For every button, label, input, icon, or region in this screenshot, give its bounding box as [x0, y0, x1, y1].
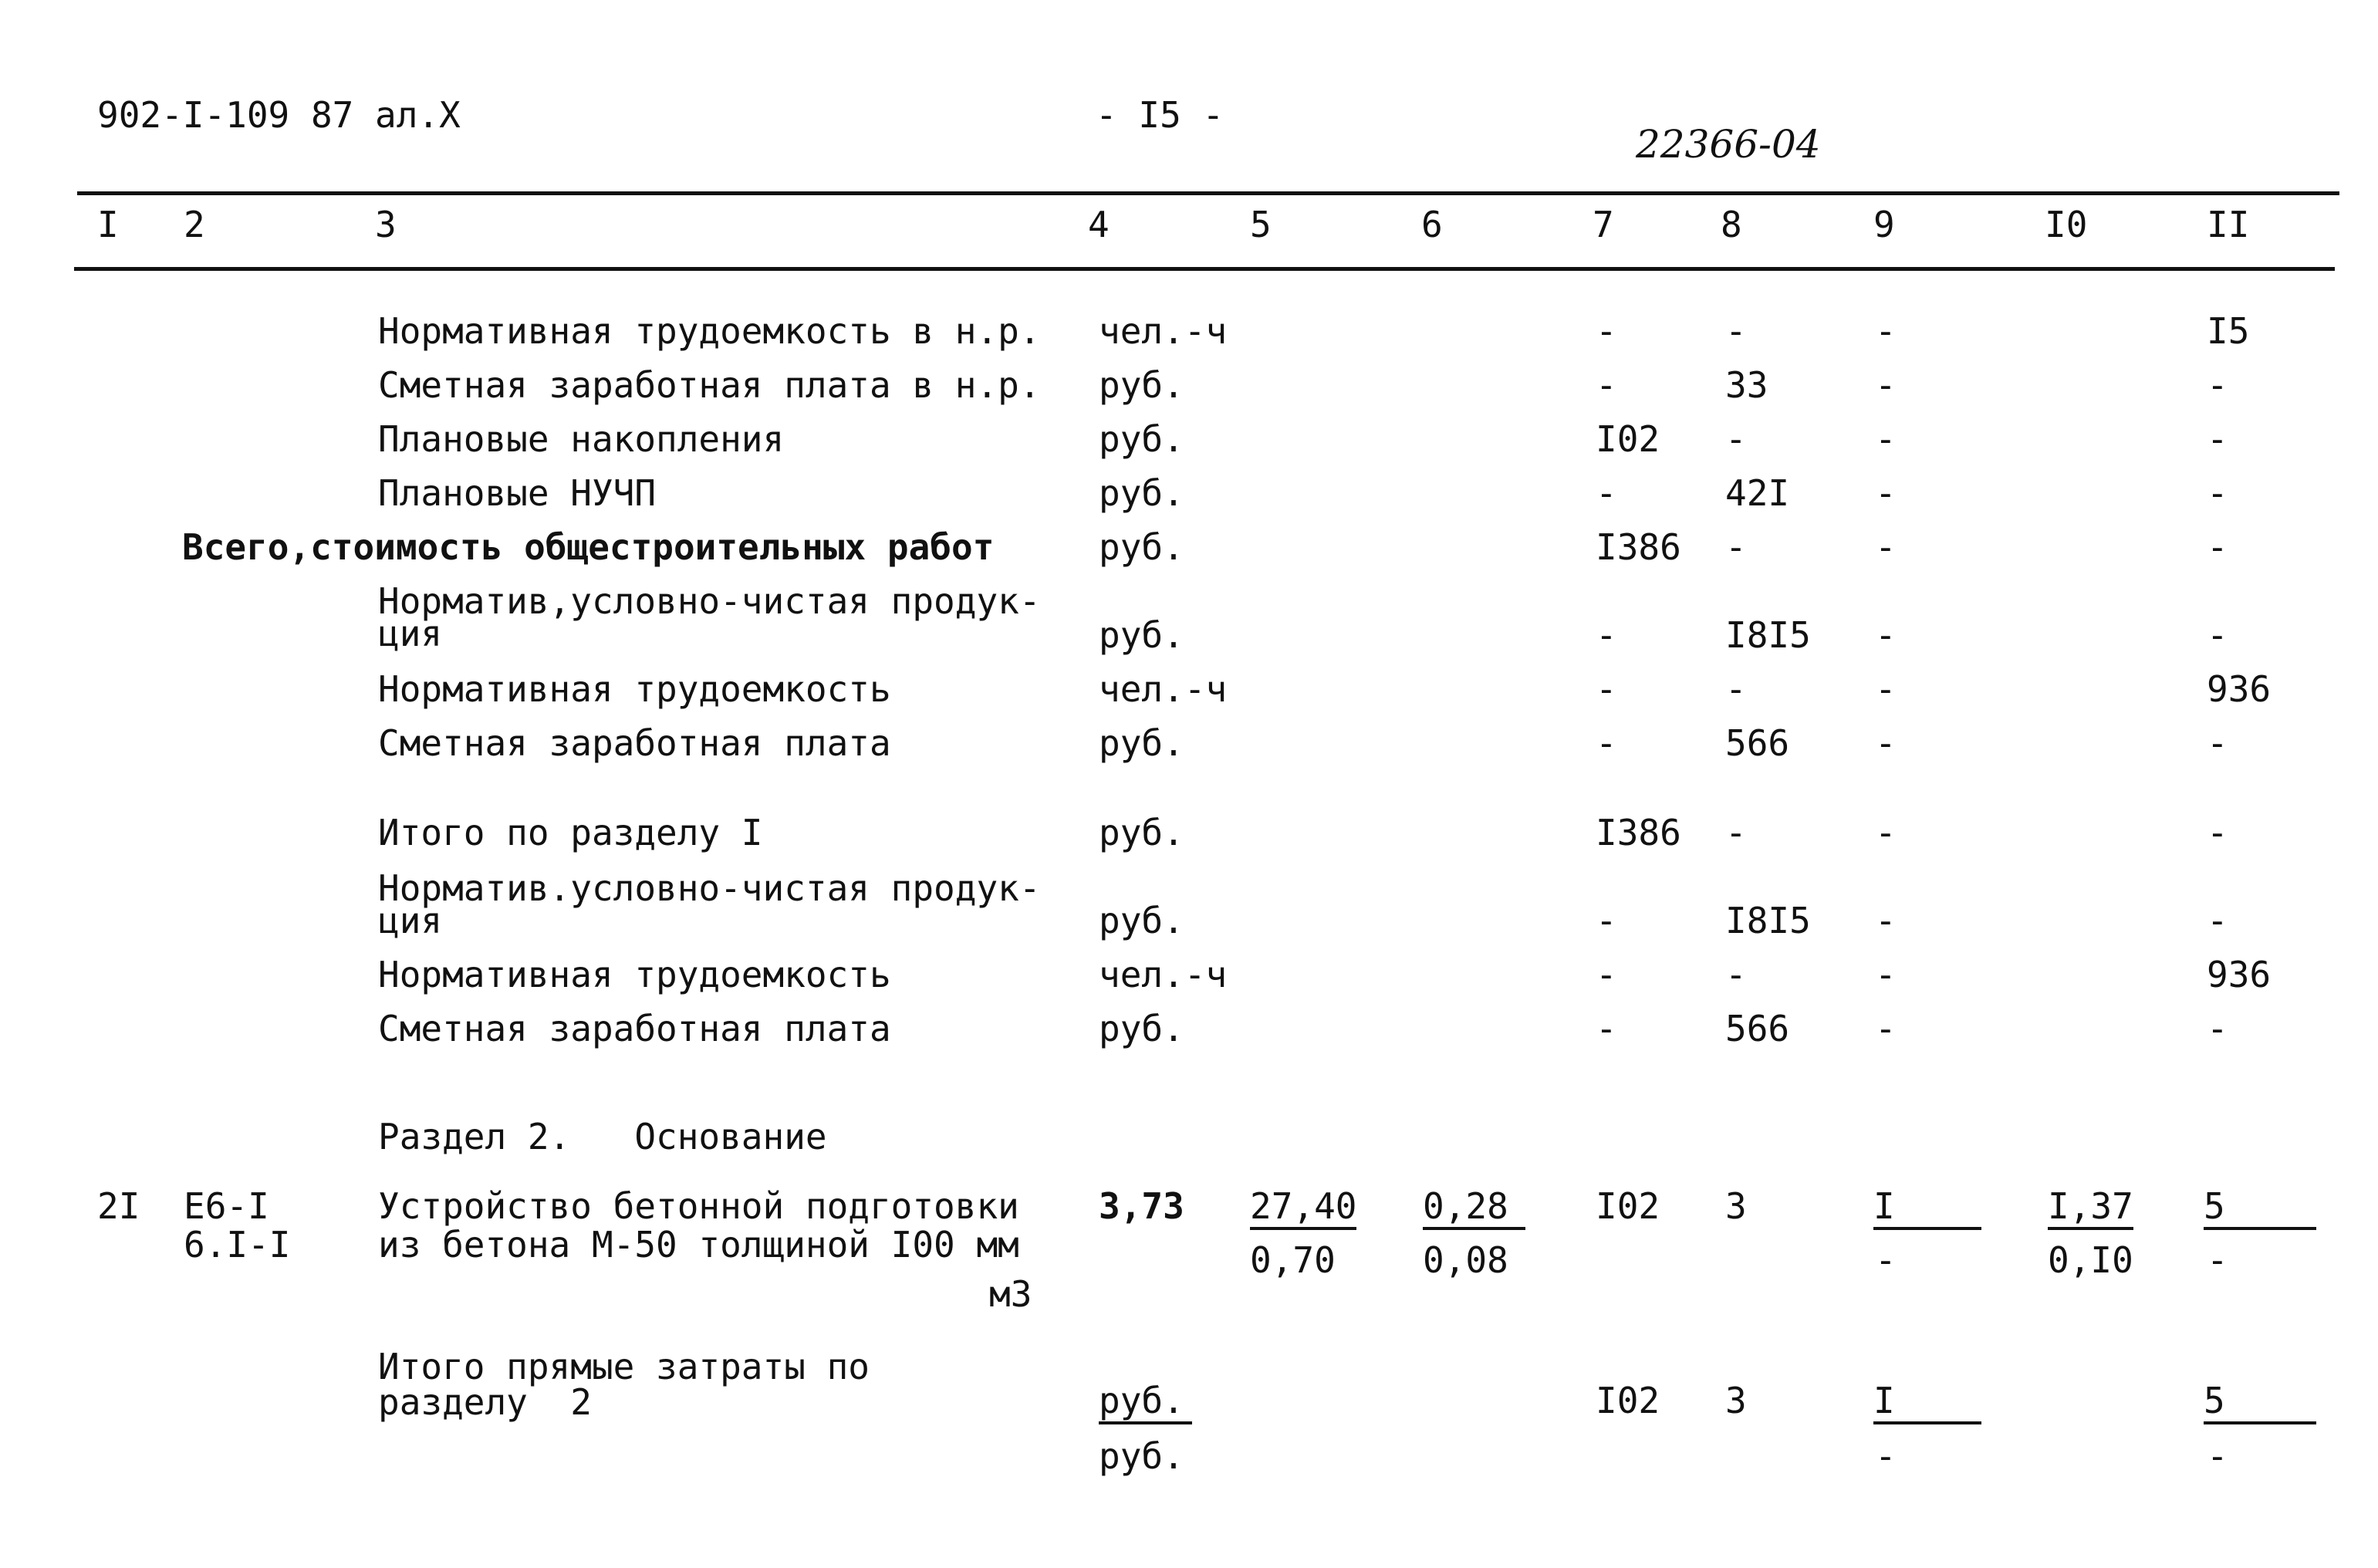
col-header-7: 7 [1593, 204, 1614, 245]
cell-col7: - [1596, 668, 1617, 710]
item-quantity: 3,73 [1099, 1185, 1184, 1227]
row-name: Нормативная трудоемкость [378, 954, 891, 995]
item-measure: м3 [989, 1273, 1032, 1315]
cell-col6-top: 0,28 [1423, 1188, 1525, 1230]
cell-col8: 33 [1725, 364, 1768, 406]
row-name-line1: Итого прямые затраты по [378, 1346, 870, 1387]
col-header-9: 9 [1873, 204, 1895, 245]
cell-col7: I02 [1596, 1185, 1660, 1227]
cell-col9: - [1875, 1008, 1897, 1049]
cell-col7: - [1596, 614, 1617, 656]
cell-col7: - [1596, 310, 1617, 352]
cell-col9: - [1875, 954, 1897, 995]
row-unit: чел.-ч [1099, 668, 1228, 710]
cell-col9: - [1875, 418, 1897, 460]
cell-col9: - [1875, 900, 1897, 941]
cell-col11-top: 5 [2204, 1383, 2316, 1424]
row-unit: руб. [1099, 1008, 1184, 1049]
cell-col11: - [2207, 1008, 2228, 1049]
cell-col7: - [1596, 364, 1617, 406]
cell-col9: - [1875, 614, 1897, 656]
cell-col7: I386 [1596, 812, 1681, 853]
cell-col11: - [2207, 364, 2228, 406]
table-header-rule [74, 267, 2335, 271]
col-header-10: I0 [2045, 204, 2088, 245]
col-header-5: 5 [1250, 204, 1272, 245]
cell-col11: - [2207, 900, 2228, 941]
cell-col9: - [1875, 472, 1897, 514]
row-unit: руб. [1099, 614, 1184, 656]
row-unit: руб. [1099, 526, 1184, 568]
cell-col8: - [1725, 526, 1747, 568]
row-unit: руб. [1099, 472, 1184, 514]
cell-col11-bottom: - [2207, 1239, 2228, 1281]
cell-col7: - [1596, 954, 1617, 995]
cell-col8: 3 [1725, 1185, 1747, 1227]
cell-col9: - [1875, 722, 1897, 764]
cell-col10-bottom: 0,I0 [2048, 1239, 2133, 1281]
col-header-6: 6 [1421, 204, 1443, 245]
cell-col9: - [1875, 668, 1897, 710]
row-name: Плановые НУЧП [378, 472, 657, 514]
cell-col7: I386 [1596, 526, 1681, 568]
cell-col7: - [1596, 900, 1617, 941]
cell-col7: I02 [1596, 1380, 1660, 1421]
cell-col11: - [2207, 722, 2228, 764]
row-name-line2: ция [378, 613, 443, 654]
cell-col11: - [2207, 418, 2228, 460]
col-header-4: 4 [1088, 204, 1110, 245]
cell-col8: 566 [1725, 1008, 1790, 1049]
cell-col11: - [2207, 472, 2228, 514]
row-name: Нормативная трудоемкость [378, 668, 891, 710]
cell-col5-top: 27,40 [1250, 1188, 1356, 1230]
cell-col8: - [1725, 954, 1747, 995]
cell-col8: 3 [1725, 1380, 1747, 1421]
cell-col8: - [1725, 812, 1747, 853]
row-name-line2: разделу 2 [378, 1381, 592, 1423]
cell-col9-bottom: - [1875, 1239, 1897, 1281]
section-heading: Раздел 2. Основание [378, 1116, 827, 1157]
cell-col9-bottom: - [1875, 1435, 1897, 1477]
document-code: 902-I-109 87 ал.X [97, 94, 461, 136]
page-number: - I5 - [1096, 94, 1224, 136]
cell-col11-top: 5 [2204, 1188, 2316, 1230]
item-code-line1: Е6-I [184, 1185, 269, 1227]
cell-col8: 566 [1725, 722, 1790, 764]
row-unit-top: руб. [1099, 1383, 1192, 1424]
row-name-line1: Норматив,условно-чистая продук- [378, 580, 1041, 622]
row-unit: руб. [1099, 364, 1184, 406]
cell-col9: - [1875, 364, 1897, 406]
cell-col7: - [1596, 722, 1617, 764]
col-header-2: 2 [184, 204, 205, 245]
item-desc-line1: Устройство бетонной подготовки [378, 1185, 1019, 1227]
item-code-line2: 6.I-I [184, 1224, 291, 1266]
col-header-1: I [97, 204, 119, 245]
cell-col8: - [1725, 418, 1747, 460]
row-name-line1: Норматив.условно-чистая продук- [378, 867, 1041, 909]
cell-col7: I02 [1596, 418, 1660, 460]
row-name: Всего,стоимость общестроительных работ [182, 526, 995, 568]
cell-col10-top: I,37 [2048, 1188, 2133, 1230]
cell-col8: - [1725, 310, 1747, 352]
row-unit: руб. [1099, 418, 1184, 460]
row-unit: руб. [1099, 812, 1184, 853]
cell-col9: - [1875, 526, 1897, 568]
row-unit: чел.-ч [1099, 954, 1228, 995]
cell-col8: I8I5 [1725, 614, 1811, 656]
row-name: Сметная заработная плата [378, 1008, 891, 1049]
row-unit: руб. [1099, 722, 1184, 764]
cell-col5-bottom: 0,70 [1250, 1239, 1336, 1281]
cell-col9-top: I [1873, 1188, 1981, 1230]
cell-col6-bottom: 0,08 [1423, 1239, 1508, 1281]
cell-col9-top: I [1873, 1383, 1981, 1424]
row-name: Сметная заработная плата [378, 722, 891, 764]
item-desc-line2: из бетона М-50 толщиной I00 мм [378, 1224, 1019, 1266]
cell-col8: I8I5 [1725, 900, 1811, 941]
cell-col7: - [1596, 472, 1617, 514]
col-header-11: II [2207, 204, 2250, 245]
cell-col9: - [1875, 310, 1897, 352]
row-unit: руб. [1099, 900, 1184, 941]
cell-col11: 936 [2207, 954, 2272, 995]
archive-number: 22366-04 [1636, 122, 1821, 167]
cell-col11-bottom: - [2207, 1435, 2228, 1477]
row-name: Плановые накопления [378, 418, 785, 460]
row-name: Сметная заработная плата в н.р. [378, 364, 1041, 406]
row-name: Итого по разделу I [378, 812, 763, 853]
item-number: 2I [97, 1185, 140, 1227]
row-unit-bottom: руб. [1099, 1435, 1184, 1477]
table-top-rule [77, 191, 2339, 195]
cell-col11: - [2207, 812, 2228, 853]
col-header-3: 3 [375, 204, 397, 245]
cell-col11: - [2207, 614, 2228, 656]
row-name-line2: ция [378, 900, 443, 941]
cell-col8: - [1725, 668, 1747, 710]
cell-col8: 42I [1725, 472, 1790, 514]
cell-col7: - [1596, 1008, 1617, 1049]
col-header-8: 8 [1721, 204, 1742, 245]
cell-col9: - [1875, 812, 1897, 853]
row-name: Нормативная трудоемкость в н.р. [378, 310, 1041, 352]
cell-col11: I5 [2207, 310, 2250, 352]
row-unit: чел.-ч [1099, 310, 1228, 352]
cell-col11: - [2207, 526, 2228, 568]
cell-col11: 936 [2207, 668, 2272, 710]
